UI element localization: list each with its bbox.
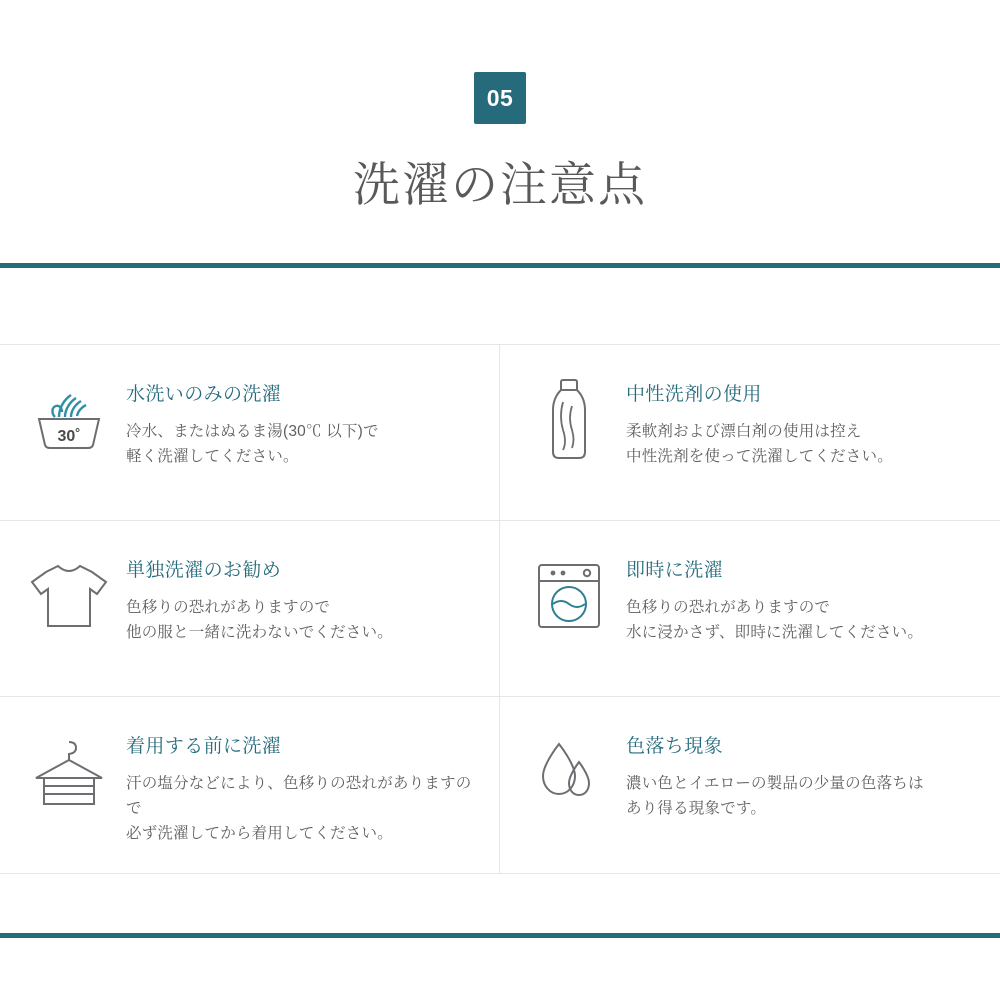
footer-divider — [0, 933, 1000, 938]
hanger-towel-icon — [26, 729, 112, 815]
care-item-text — [126, 551, 393, 645]
care-item-line1: 濃い色とイエローの製品の少量の色落ちは — [626, 775, 924, 792]
care-item-separate-wash — [0, 521, 500, 697]
care-item-text — [126, 727, 479, 846]
care-instruction-grid — [0, 344, 1000, 874]
water-drops-icon — [526, 729, 612, 815]
care-item-wash-before-wear — [0, 697, 500, 873]
care-item-line1: 色移りの恐れがありますので — [626, 599, 831, 616]
care-item-title: 色落ち現象 — [626, 736, 724, 757]
care-item-line2: 他の服と一緒に洗わないでください。 — [126, 624, 393, 641]
care-item-title: 水洗いのみの洗濯 — [126, 384, 282, 405]
care-item-text — [626, 727, 924, 821]
care-item-line1: 冷水、またはぬるま湯(30℃ 以下)で — [126, 423, 379, 440]
care-item-title: 即時に洗濯 — [626, 560, 724, 581]
care-item-line1: 汗の塩分などにより、色移りの恐れがありますので — [126, 775, 472, 817]
care-item-color-bleed — [500, 697, 1000, 873]
care-item-water-wash — [0, 345, 500, 521]
care-item-text — [626, 375, 893, 469]
care-item-title: 中性洗剤の使用 — [626, 384, 762, 405]
care-item-title: 着用する前に洗濯 — [126, 736, 282, 757]
care-item-line2: 必ず洗濯してから着用してください。 — [126, 825, 393, 842]
care-item-immediate-wash — [500, 521, 1000, 697]
care-item-line2: 中性洗剤を使って洗濯してください。 — [626, 448, 893, 465]
care-item-line1: 柔軟剤および漂白剤の使用は控え — [626, 423, 862, 440]
step-number-badge: 05 — [474, 72, 526, 124]
care-item-line1: 色移りの恐れがありますので — [126, 599, 331, 616]
svg-text:30˚: 30˚ — [57, 428, 81, 445]
washing-machine-icon — [526, 553, 612, 639]
care-item-line2: 軽く洗濯してください。 — [126, 448, 299, 465]
header-divider — [0, 263, 1000, 268]
care-item-title: 単独洗濯のお勧め — [126, 560, 282, 581]
t-shirt-icon — [26, 553, 112, 639]
detergent-bottle-icon — [526, 377, 612, 463]
care-item-line2: 水に浸かさず、即時に洗濯してください。 — [626, 624, 924, 641]
hand-wash-30-icon — [26, 377, 112, 463]
care-item-neutral-detergent — [500, 345, 1000, 521]
care-item-text — [626, 551, 923, 645]
page-title: 洗濯の注意点 — [353, 158, 647, 211]
page-header — [0, 0, 1000, 215]
care-item-text — [126, 375, 379, 469]
care-item-line2: あり得る現象です。 — [626, 800, 767, 817]
